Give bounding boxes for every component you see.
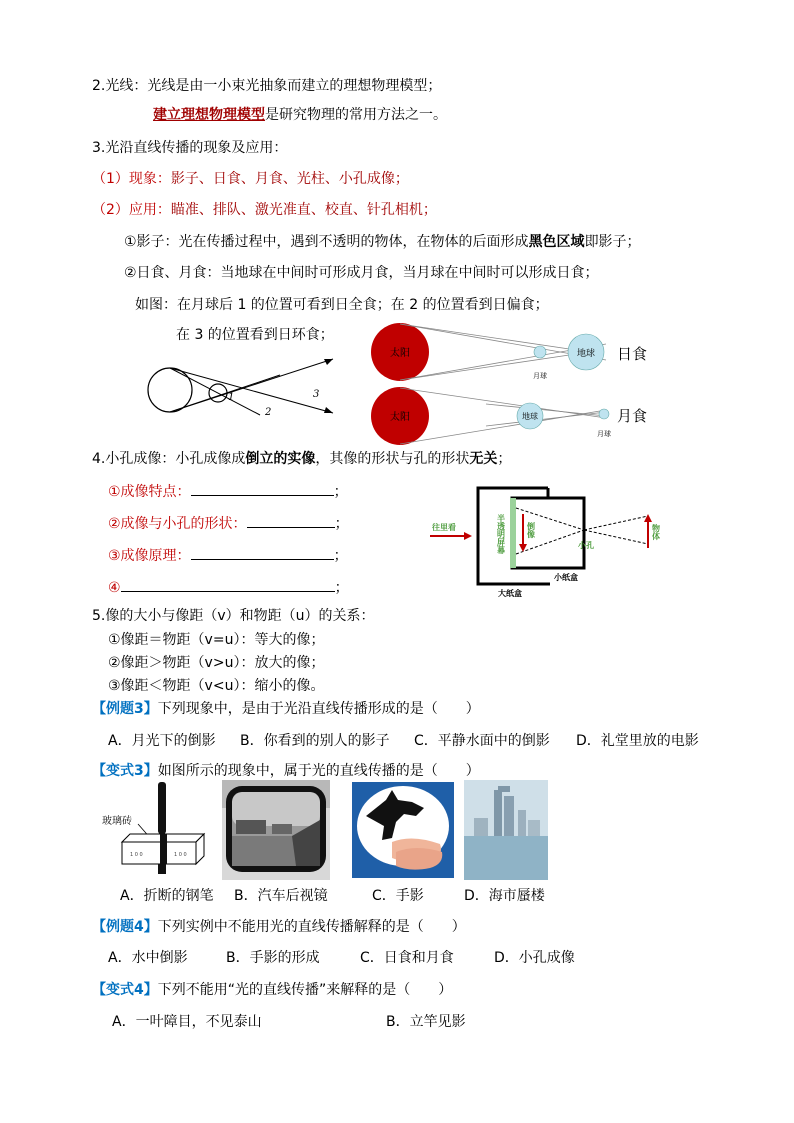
ex3-tag: 【例题3】 bbox=[92, 701, 158, 717]
s3-p2-items: 瞄准、排队、激光准直、校直、针孔相机； bbox=[170, 202, 437, 218]
s4-q2 bbox=[108, 513, 349, 533]
s2-line2 bbox=[153, 106, 447, 124]
hand-shadow-picture bbox=[352, 782, 454, 878]
pos-2: 2 bbox=[265, 407, 272, 418]
mirage-picture bbox=[464, 780, 548, 880]
var4-tag: 【变式4】 bbox=[92, 982, 158, 998]
s2-rest: 是研究物理的常用方法之一。 bbox=[265, 107, 447, 123]
var3-text: 如图所示的现象中，属于光的直线传播的是（ ） bbox=[157, 763, 480, 779]
ex3-option-a[interactable]: A．月光下的倒影 bbox=[108, 733, 216, 749]
svg-text:1 0 0: 1 0 0 bbox=[174, 852, 187, 858]
ex3-option-b[interactable]: B．你看到的别人的影子 bbox=[240, 733, 390, 749]
s5-r3: ③像距＜物距（v<u）：缩小的像。 bbox=[108, 678, 325, 694]
pen-glass-picture bbox=[100, 780, 210, 880]
s4-q1 bbox=[108, 481, 348, 501]
ex3-option-c[interactable]: C．平静水面中的倒影 bbox=[414, 733, 550, 749]
s4-q3-label: ③成像原理： bbox=[108, 548, 191, 564]
var3-option-c[interactable]: C．手影 bbox=[372, 888, 424, 904]
s3-title: 3.光沿直线传播的现象及应用： bbox=[92, 140, 288, 156]
ex4-text: 下列实例中不能用光的直线传播解释的是（ ） bbox=[157, 919, 466, 935]
var3-question bbox=[92, 762, 480, 780]
ex4-tag: 【例题4】 bbox=[92, 919, 158, 935]
pinhole-camera-diagram bbox=[428, 484, 678, 600]
var4-question bbox=[92, 981, 452, 999]
s4-title-c: ，其像的形状与孔的形状 bbox=[315, 451, 470, 467]
car-mirror-picture bbox=[222, 780, 330, 880]
s4-q3-semi: ； bbox=[333, 548, 348, 564]
s4-q4-label: ④ bbox=[108, 580, 121, 596]
pos-3: 3 bbox=[313, 389, 320, 400]
ex3-option-d[interactable]: D．礼堂里放的电影 bbox=[576, 733, 699, 749]
s4-q1-label: ①成像特点： bbox=[108, 484, 191, 500]
s4-q2-blank[interactable] bbox=[247, 513, 335, 528]
var4-option-a[interactable]: A．一叶障目，不见泰山 bbox=[112, 1014, 262, 1030]
ex4-option-b[interactable]: B．手影的形成 bbox=[226, 950, 320, 966]
ex4-option-d[interactable]: D．小孔成像 bbox=[494, 950, 575, 966]
s4-title-d: 无关 bbox=[469, 451, 498, 467]
earth-label-top: 地球 bbox=[576, 349, 596, 359]
solar-eclipse-label: 日食 bbox=[617, 345, 648, 363]
var3-tag: 【变式3】 bbox=[92, 763, 158, 779]
sun-label-top: 太阳 bbox=[390, 348, 410, 359]
var3-option-a[interactable]: A．折断的钢笔 bbox=[120, 888, 214, 904]
small-box-label: 小纸盒 bbox=[554, 573, 578, 582]
s3-phenomena bbox=[92, 170, 409, 188]
s4-q2-label: ②成像与小孔的形状： bbox=[108, 516, 247, 532]
s4-q4 bbox=[108, 577, 349, 597]
s4-q4-blank[interactable] bbox=[121, 577, 335, 592]
ex4-question bbox=[92, 918, 466, 936]
s4-q1-blank[interactable] bbox=[191, 481, 334, 496]
var3-option-b[interactable]: B．汽车后视镜 bbox=[234, 888, 328, 904]
s3-eclipse: ②日食、月食：当地球在中间时可形成月食，当月球在中间时可以形成日食； bbox=[124, 265, 599, 281]
pinhole-label: 小孔 bbox=[578, 541, 594, 550]
s3-p1-prefix: （1）现象： bbox=[92, 171, 171, 187]
var4-option-b[interactable]: B．立竿见影 bbox=[386, 1014, 466, 1030]
s4-q3 bbox=[108, 545, 348, 565]
s3-fig-b: 在 3 的位置看到日环食； bbox=[176, 327, 334, 343]
s4-q1-semi: ； bbox=[333, 484, 348, 500]
s3-fig-a: 如图：在月球后 1 的位置可看到日全食；在 2 的位置看到日偏食； bbox=[135, 297, 549, 313]
ex4-option-a[interactable]: A．水中倒影 bbox=[108, 950, 188, 966]
inverted-image-label: 倒像 bbox=[526, 522, 536, 538]
s5-title: 5.像的大小与像距（v）和物距（u）的关系： bbox=[92, 608, 375, 624]
s2-emphasis: 建立理想物理模型 bbox=[153, 107, 265, 123]
var3-option-d[interactable]: D．海市蜃楼 bbox=[464, 888, 545, 904]
s3-shadow-b: 黑色区域 bbox=[528, 234, 585, 250]
sun-circle bbox=[148, 368, 192, 412]
object-label: 物体 bbox=[651, 524, 661, 540]
s5-r1: ①像距＝物距（v=u）：等大的像； bbox=[108, 632, 325, 648]
s4-title-a: 4.小孔成像：小孔成像成 bbox=[92, 451, 246, 467]
glass-brick-label: 玻璃砖 bbox=[102, 816, 132, 827]
svg-text:1 0 0: 1 0 0 bbox=[130, 852, 143, 858]
moon-icon-top bbox=[534, 346, 546, 358]
ex3-text: 下列现象中，是由于光沿直线传播形成的是（ ） bbox=[157, 701, 480, 717]
s3-shadow bbox=[124, 233, 641, 251]
sun-label-bottom: 太阳 bbox=[390, 412, 410, 423]
pen-icon bbox=[158, 782, 166, 834]
earth-label-bottom: 地球 bbox=[522, 412, 538, 421]
screen bbox=[510, 498, 516, 568]
look-in-label: 往里看 bbox=[432, 523, 456, 532]
s4-title-b: 倒立的实像 bbox=[245, 451, 316, 467]
s3-p2-prefix: （2）应用： bbox=[92, 202, 171, 218]
lunar-eclipse-label: 月食 bbox=[617, 407, 648, 425]
s3-p1-items: 影子、日食、月食、光柱、小孔成像； bbox=[170, 171, 409, 187]
var4-text: 下列不能用“光的直线传播”来解释的是（ ） bbox=[157, 982, 453, 998]
ex4-option-c[interactable]: C．日食和月食 bbox=[360, 950, 454, 966]
s4-q2-semi: ； bbox=[334, 516, 349, 532]
screen-label: 半透明屏幕 bbox=[496, 514, 506, 554]
eclipse-ray-diagram bbox=[140, 345, 340, 425]
s3-applications bbox=[92, 201, 437, 219]
s3-shadow-c: 即影子； bbox=[584, 234, 641, 250]
s4-q4-semi: ； bbox=[334, 580, 349, 596]
big-box-label: 大纸盒 bbox=[498, 589, 522, 598]
solar-lunar-eclipse-diagram bbox=[366, 320, 666, 445]
building-icon bbox=[494, 790, 502, 836]
s2-line1: 2.光线：光线是由一小束光抽象而建立的理想物理模型； bbox=[92, 78, 442, 94]
s4-q3-blank[interactable] bbox=[191, 545, 334, 560]
s5-r2: ②像距＞物距（v>u）：放大的像； bbox=[108, 655, 325, 671]
s4-title bbox=[92, 450, 511, 468]
s4-title-e: ； bbox=[497, 451, 512, 467]
ex3-question bbox=[92, 700, 480, 718]
moon-label-top: 月球 bbox=[533, 372, 547, 380]
pos-1: 1 bbox=[228, 392, 235, 403]
moon-icon-bottom bbox=[599, 409, 609, 419]
s3-shadow-a: ①影子：光在传播过程中，遇到不透明的物体，在物体的后面形成 bbox=[124, 234, 529, 250]
moon-label-bottom: 月球 bbox=[597, 430, 611, 438]
